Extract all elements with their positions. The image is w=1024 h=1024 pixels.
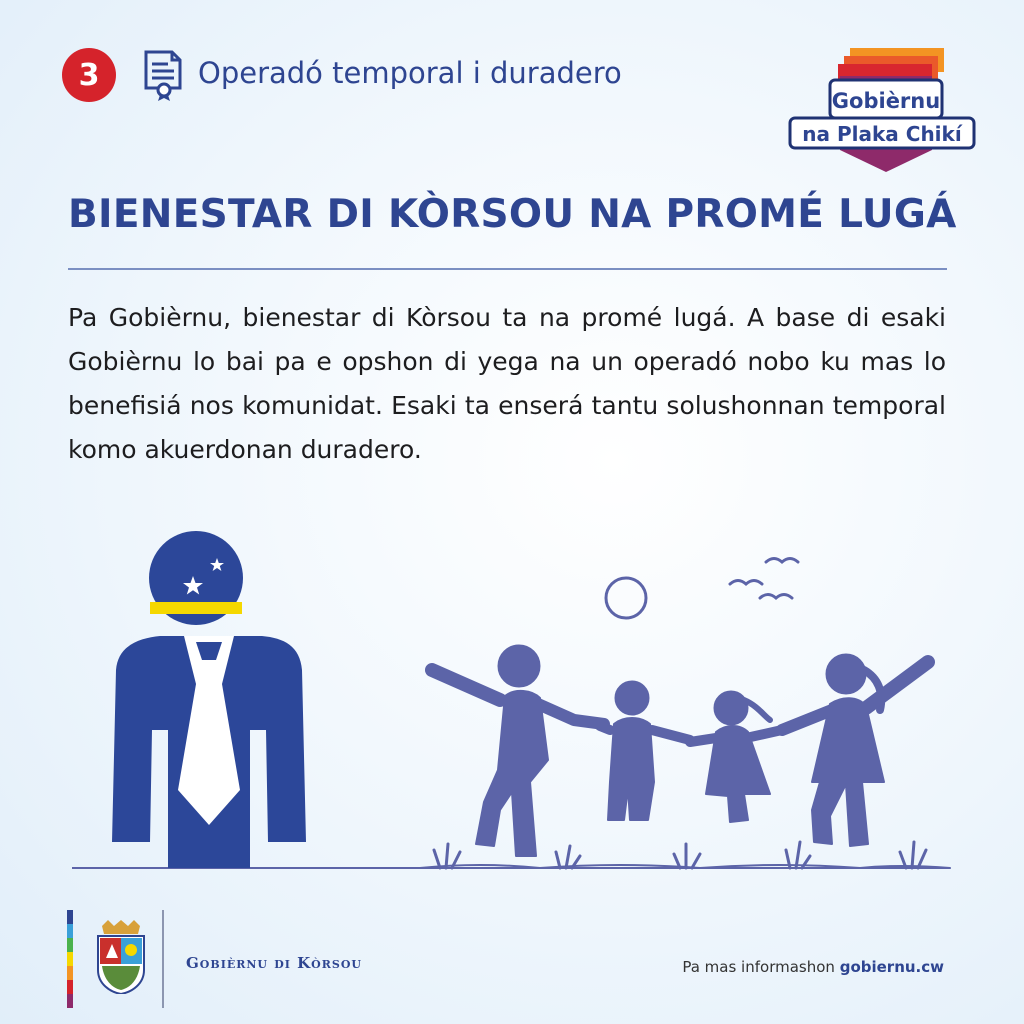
color-strip [67,910,73,1008]
official-figure [112,636,306,868]
page-headline: BIENESTAR DI KÒRSOU NA PROMÉ LUGÁ [68,192,957,237]
curacao-flag-head [149,531,243,625]
footer-divider [162,910,164,1008]
more-info [682,958,944,976]
coat-of-arms [92,920,150,994]
divider [68,268,947,270]
step-number-badge: 3 [62,48,116,102]
logo-line-2: na Plaka Chikí [802,122,962,146]
website-link[interactable]: gobiernu.cw [839,958,944,976]
grass-decoration [420,842,950,868]
body-paragraph: Pa Gobièrnu, bienestar di Kòrsou ta na promé lugá. A base di esaki Gobièrnu lo bai pa e opshon di yega na un operadó nobo ku mas lo benefisiá nos komunidat. Esaki ta enserá tantu solushonnan temporal komo akuerdonan duradero. [68,303,946,464]
family-figures [432,645,928,856]
government-name: Gobièrnu di Kòrsou [186,954,363,972]
step-title: Operadó temporal i duradero [198,56,622,90]
sun-icon [606,578,646,618]
illustration [0,520,1024,890]
government-logo [788,46,978,178]
birds-icon [730,559,798,599]
document-certificate-icon [140,50,184,102]
more-info-prefix: Pa mas informashon [682,958,835,976]
logo-line-1: Gobièrnu [831,89,941,113]
